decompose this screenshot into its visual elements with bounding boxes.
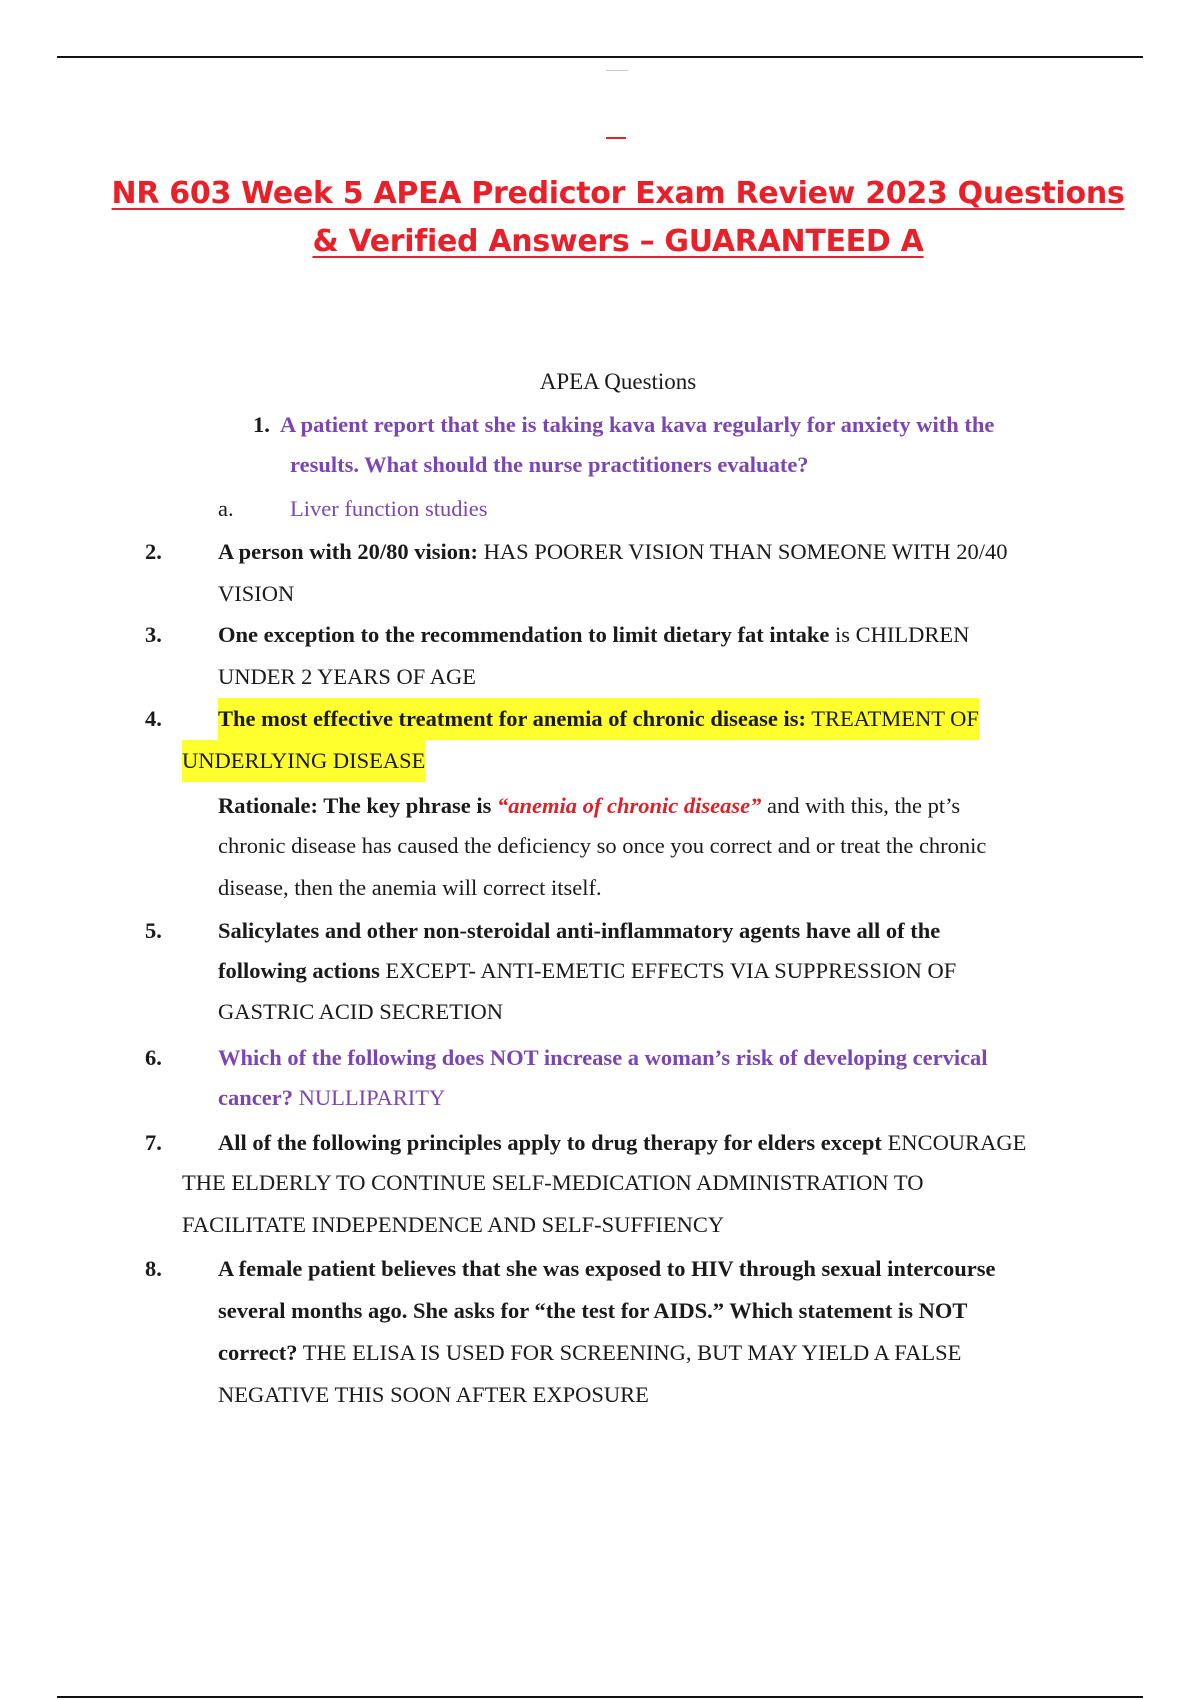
question-text-line-1: Which of the following does NOT increase a woman’s risk of developing cervical — [218, 1045, 988, 1070]
answer-text: EXCEPT- ANTI-EMETIC EFFECTS VIA SUPPRESSION OF — [385, 958, 957, 983]
title-line-2: & Verified Answers – GUARANTEED A — [312, 224, 924, 259]
question-text: One exception to the recommendation to limit dietary fat intake — [218, 622, 830, 647]
section-title: APEA Questions — [539, 369, 697, 394]
question-text-line-1: A patient report that she is taking kava kava regularly for anxiety with the — [280, 412, 995, 437]
question-number: 1. — [253, 412, 270, 437]
document-title — [80, 170, 1156, 266]
answer-text: NULLIPARITY — [298, 1085, 446, 1110]
question-line-1 — [218, 614, 969, 656]
question-line-2 — [218, 950, 956, 992]
rationale-text: and with this, the pt’s — [766, 793, 961, 818]
answer-text-line-3: FACILITATE INDEPENDENCE AND SELF-SUFFIENCY — [182, 1212, 725, 1237]
bottom-rule — [57, 1696, 1143, 1698]
question-line-1 — [218, 698, 979, 740]
question-number: 6. — [145, 1045, 162, 1070]
question-text-line-1: Salicylates and other non-steroidal anti-inflammatory agents have all of the — [218, 918, 941, 943]
rationale-line-1 — [218, 785, 960, 827]
question-text: cancer? — [218, 1085, 293, 1110]
question-text: A person with 20/80 vision: — [218, 539, 479, 564]
answer-text-line-2: UNDER 2 YEARS OF AGE — [218, 664, 476, 689]
top-rule — [57, 56, 1143, 58]
question-number: 7. — [145, 1130, 162, 1155]
answer-text-line-2: VISION — [218, 581, 295, 606]
question-text: following actions — [218, 958, 380, 983]
question-line-1 — [218, 1122, 1026, 1164]
rationale-line-3: disease, then the anemia will correct itself. — [218, 875, 602, 900]
answer-text: HAS POORER VISION THAN SOMEONE WITH 20/40 — [483, 539, 1008, 564]
answer-text: is CHILDREN — [834, 622, 970, 647]
question-number: 2. — [145, 539, 162, 564]
option-letter: a. — [218, 496, 234, 521]
decorative-red-dash — [606, 137, 626, 139]
title-line-1: NR 603 Week 5 APEA Predictor Exam Review 2023 Questions — [111, 176, 1125, 211]
rationale-line-2: chronic disease has caused the deficiency so once you correct and or treat the chronic — [218, 833, 987, 858]
question-line-1 — [218, 531, 1007, 573]
question-text-line-1: A female patient believes that she was exposed to HIV through sexual intercourse — [218, 1256, 996, 1281]
question-number: 8. — [145, 1256, 162, 1281]
option-answer: Liver function studies — [290, 496, 488, 521]
question-line-2 — [218, 1077, 445, 1119]
answer-text-line-2: UNDERLYING DISEASE — [182, 740, 425, 782]
question-text: All of the following principles apply to drug therapy for elders except — [218, 1130, 882, 1155]
question-text: The most effective treatment for anemia of chronic disease is: — [218, 706, 806, 731]
question-number: 3. — [145, 622, 162, 647]
answer-text: ENCOURAGE — [887, 1130, 1027, 1155]
rationale-label: Rationale: The key phrase is — [218, 793, 492, 818]
answer-text-line-3: GASTRIC ACID SECRETION — [218, 999, 504, 1024]
answer-text: THE ELISA IS USED FOR SCREENING, BUT MAY YIELD A FALSE — [302, 1340, 962, 1365]
answer-text-line-2: THE ELDERLY TO CONTINUE SELF-MEDICATION ADMINISTRATION TO — [182, 1170, 924, 1195]
question-text-line-2: several months ago. She asks for “the test for AIDS.” Which statement is NOT — [218, 1298, 968, 1323]
question-line-3 — [218, 1332, 961, 1374]
question-text-line-2: results. What should the nurse practitioners evaluate? — [290, 452, 809, 477]
answer-text: TREATMENT OF — [811, 706, 979, 731]
rationale-key-phrase: “anemia of chronic disease” — [496, 793, 762, 818]
header-mark — [606, 70, 628, 71]
answer-text-line-4: NEGATIVE THIS SOON AFTER EXPOSURE — [218, 1382, 649, 1407]
question-number: 4. — [145, 706, 162, 731]
question-number: 5. — [145, 918, 162, 943]
question-text: correct? — [218, 1340, 298, 1365]
